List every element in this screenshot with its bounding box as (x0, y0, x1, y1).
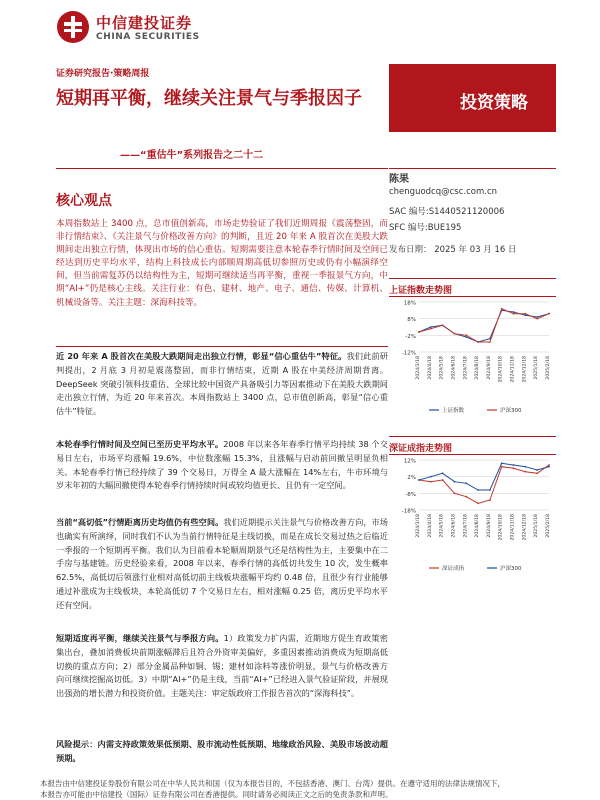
legend-label: 上证指数 (442, 408, 465, 414)
data-point (489, 499, 491, 501)
data-point (454, 333, 456, 335)
author-email[interactable]: chenguodcq@csc.com.cn (389, 187, 498, 197)
data-point (430, 328, 432, 330)
x-tick-label: 2024/10/18 (498, 356, 504, 383)
x-tick-label: 2025/1/18 (534, 356, 540, 380)
category-banner-text: 投资策略 (460, 93, 528, 113)
shenzhen-index-chart (389, 456, 556, 586)
x-tick-label: 2025/1/18 (534, 514, 540, 538)
x-tick-label: 2024/5/18 (439, 356, 445, 380)
x-tick-label: 2024/10/18 (498, 514, 504, 541)
series-line-2 (419, 309, 549, 342)
x-tick-label: 2024/12/18 (522, 514, 528, 541)
data-point (477, 341, 479, 343)
data-point (442, 472, 444, 474)
data-point (548, 313, 550, 315)
author-divider (389, 168, 556, 169)
chart2-title-rule (389, 454, 556, 455)
paragraph-4 (56, 632, 388, 701)
y-tick-label: -2% (405, 333, 416, 340)
data-point (548, 466, 550, 468)
footer-line-2: 本报告亦可能由中信建投（国际）证券有限公司在香港提供。同时请务必阅读正文之后的免责条款和声明。 (40, 790, 393, 799)
author-sac-id: SAC 编号:S1440521120006 (389, 207, 505, 217)
chart1-title: 上证指数走势图 (389, 286, 453, 296)
x-tick-label: 2024/4/18 (427, 356, 433, 380)
core-divider (56, 346, 388, 347)
data-point (418, 479, 420, 481)
csc-logo-icon (56, 10, 90, 44)
x-tick-label: 2024/6/18 (451, 514, 457, 538)
risk-paragraph (56, 738, 388, 766)
disclaimer-footer (40, 778, 570, 800)
paragraph-3-lead: 当前“高切低”行情距离历史均值仍有些空间。 (56, 517, 224, 527)
data-point (454, 481, 456, 483)
legend-label: 深证成指 (442, 566, 465, 572)
data-point (536, 472, 538, 474)
x-tick-label: 2024/11/18 (510, 356, 516, 383)
x-tick-label: 2024/7/18 (463, 356, 469, 380)
series-line-1 (419, 465, 549, 503)
x-tick-label: 2024/9/18 (486, 514, 492, 538)
x-tick-label: 2024/11/18 (510, 514, 516, 541)
paragraph-2-text: 2008 年以来各年春季行情平均持续 38 个交易日左右，市场平均涨幅 19.6%，中位数涨幅 15.3%，且涨幅与启动前回撤呈明显负相关。本轮春季行情已经持续了 39 个交易日，万得全 A 最大涨幅在 14%左右，牛市环境与岁末年初的大幅回撤使得本轮春季行情持续时间或较均值更长、且仍有一定空间。 (56, 439, 388, 491)
data-point (454, 492, 456, 494)
data-point (536, 469, 538, 471)
y-tick-label: 8% (407, 317, 416, 324)
paragraph-3 (56, 516, 388, 613)
data-point (430, 481, 432, 483)
company-logo (56, 10, 226, 48)
logo-english: CHINA SECURITIES (96, 32, 200, 42)
category-banner (389, 64, 556, 132)
core-view-body: 本周指数站上 3400 点，总市值创新高，市场走势验证了我们近期周报《震荡整固，而非行情结束》、《关注景气与价格改善方向》的判断，且近 20 年来 A 股首次在美股大跌期间走出独立行情，体现出市场的信心重估。短期需要注意本轮春季行情时间及空间已经达到历史平均水平，结构上科技成长内部顺周期高低切参照历史或仍有小幅演绎空间，但当前需复苏仍以结构性为主，短期可继续适当再平衡，重视一季报景气方向，中期“AI+”仍是核心主线。关注行业：有色、建材、地产、电子、通信、传媒、计算机、机械设备等。关注主题：深海科技等。 (56, 219, 388, 308)
x-tick-label: 2024/3/18 (416, 356, 421, 380)
data-point (465, 336, 467, 338)
data-point (524, 471, 526, 473)
legend-label: 沪深300 (500, 408, 522, 414)
y-tick-label: -12% (401, 350, 416, 357)
data-point (477, 489, 479, 491)
data-point (524, 313, 526, 315)
data-point (477, 502, 479, 504)
x-tick-label: 2025/2/18 (546, 514, 551, 538)
shanghai-index-chart (389, 298, 556, 428)
x-tick-label: 2024/6/18 (451, 356, 457, 380)
x-tick-label: 2024/4/18 (427, 514, 433, 538)
data-point (501, 462, 503, 464)
paragraph-4-text: 1）政策发力扩内需，近期地方促生育政策密集出台，叠加消费板块前期涨幅滞后且符合外资审美偏好，多重因素推动消费成为短期高低切换的重点方向；2）部分金属品种如铜、锡；建材如涂料等涨价明显，景气与价格改善方向可继续挖掘高切低。3）中期“AI+”仍是主线，当前“AI+”已经进入景气验证阶段，并展现出强劲的增长潜力和投资价值。主题关注：审定版政府工作报告首次的“深海科技”。 (56, 633, 388, 699)
x-tick-label: 2025/2/18 (546, 356, 551, 380)
report-subtitle: ——“重估牛”系列报告之二十二 (120, 150, 264, 161)
report-title: 短期再平衡，继续关注景气与季报因子 (56, 88, 362, 109)
y-tick-label: 12% (403, 458, 416, 465)
core-view-heading: 核心观点 (56, 193, 112, 209)
data-point (501, 308, 503, 310)
paragraph-2-lead: 本轮春季行情时间及空间已至历史平均水平。 (56, 439, 224, 449)
data-point (442, 479, 444, 481)
author-sfc-id: SFC 编号:BUE195 (389, 223, 462, 233)
author-name: 陈果 (389, 174, 409, 185)
legend-label: 沪深300 (500, 566, 522, 572)
data-point (465, 482, 467, 484)
y-tick-label: 2% (407, 475, 416, 482)
publish-date: 发布日期： 2025 年 03 月 16 日 (389, 245, 517, 255)
chart1-title-rule (389, 296, 556, 297)
x-tick-label: 2024/8/18 (475, 514, 481, 538)
chart2-title: 深证成指走势图 (389, 444, 453, 454)
data-point (524, 314, 526, 316)
data-point (430, 326, 432, 328)
data-point (501, 466, 503, 468)
x-tick-label: 2024/12/18 (522, 356, 528, 383)
risk-lead: 风险提示：内需支持政策效果低预期、股市流动性低预期、地缘政治风险、美股市场波动超预期。 (56, 739, 388, 763)
x-tick-label: 2024/8/18 (475, 356, 481, 380)
x-tick-label: 2024/9/18 (486, 356, 492, 380)
x-tick-label: 2024/3/18 (416, 514, 421, 538)
x-tick-label: 2024/5/18 (439, 514, 445, 538)
logo-chinese: 中信建投证券 (96, 14, 193, 32)
data-point (513, 464, 515, 466)
data-point (513, 313, 515, 315)
chart1-top-rule (389, 278, 556, 279)
paragraph-3-text: 我们近期提示关注景气与价格改善方向，市场也确实有所演绎，同时我们不认为当前行情特征是主线切换，而是在成长交易过热之后临近一季报的一个短期再平衡。我们认为目前看本轮顺周期景气还是结构性为主，主要集中在二手房与基建链。历史经验来看，2008 年以来，春季行情的高低切共发生 10 次，发生概率 62.5%，高低切后领涨行业相对高低切前主线板块涨幅平均约 0.48 倍，且很少有行业能够通过补涨成为主线板块，本轮高低切 7 个交易日左右，相对涨幅 0.25 倍，离历史平均水平还有空间。 (56, 517, 388, 610)
y-tick-label: 18% (403, 300, 416, 307)
y-tick-label: -8% (405, 491, 416, 498)
data-point (524, 466, 526, 468)
data-point (536, 316, 538, 318)
paragraph-1-lead: 近 20 年来 A 股首次在美股大跌期间走出独立行情，彰显“信心重估牛”特征。 (56, 351, 347, 361)
data-point (465, 496, 467, 498)
paragraph-4-lead: 短期适度再平衡，继续关注景气与季报方向。 (56, 633, 224, 643)
data-point (489, 341, 491, 343)
data-point (548, 464, 550, 466)
report-series-label: 证券研究报告·策略周报 (56, 69, 150, 79)
title-divider (56, 168, 388, 169)
paragraph-1 (56, 350, 388, 419)
data-point (513, 311, 515, 313)
x-tick-label: 2024/7/18 (463, 514, 469, 538)
paragraph-2 (56, 438, 388, 493)
data-point (536, 318, 538, 320)
data-point (430, 476, 432, 478)
data-point (489, 489, 491, 491)
paragraph-1-text: 我们此前研判提出，2 月底 3 月初是震荡整固，而非行情结束，近期 A 股在中美经济周期背离。DeepSeek 突破引领科技重估、全球比较中国资产具备吸引力等因素推动下在美股大跌期间走出独立行情，为近 20 年来首次。本周指数站上 3400 点，总市值创新高，彰显“信心重估牛”特征。 (56, 351, 388, 417)
data-point (442, 324, 444, 326)
footer-line-1: 本报告由中信建投证券股份有限公司在中华人民共和国（仅为本报告目的，不包括香港、澳门、台湾）提供。在遵守适用的法律法规情况下， (40, 779, 505, 788)
data-point (465, 334, 467, 336)
data-point (513, 467, 515, 469)
y-tick-label: -18% (401, 508, 416, 515)
data-point (418, 331, 420, 333)
chart2-top-rule (389, 436, 556, 437)
